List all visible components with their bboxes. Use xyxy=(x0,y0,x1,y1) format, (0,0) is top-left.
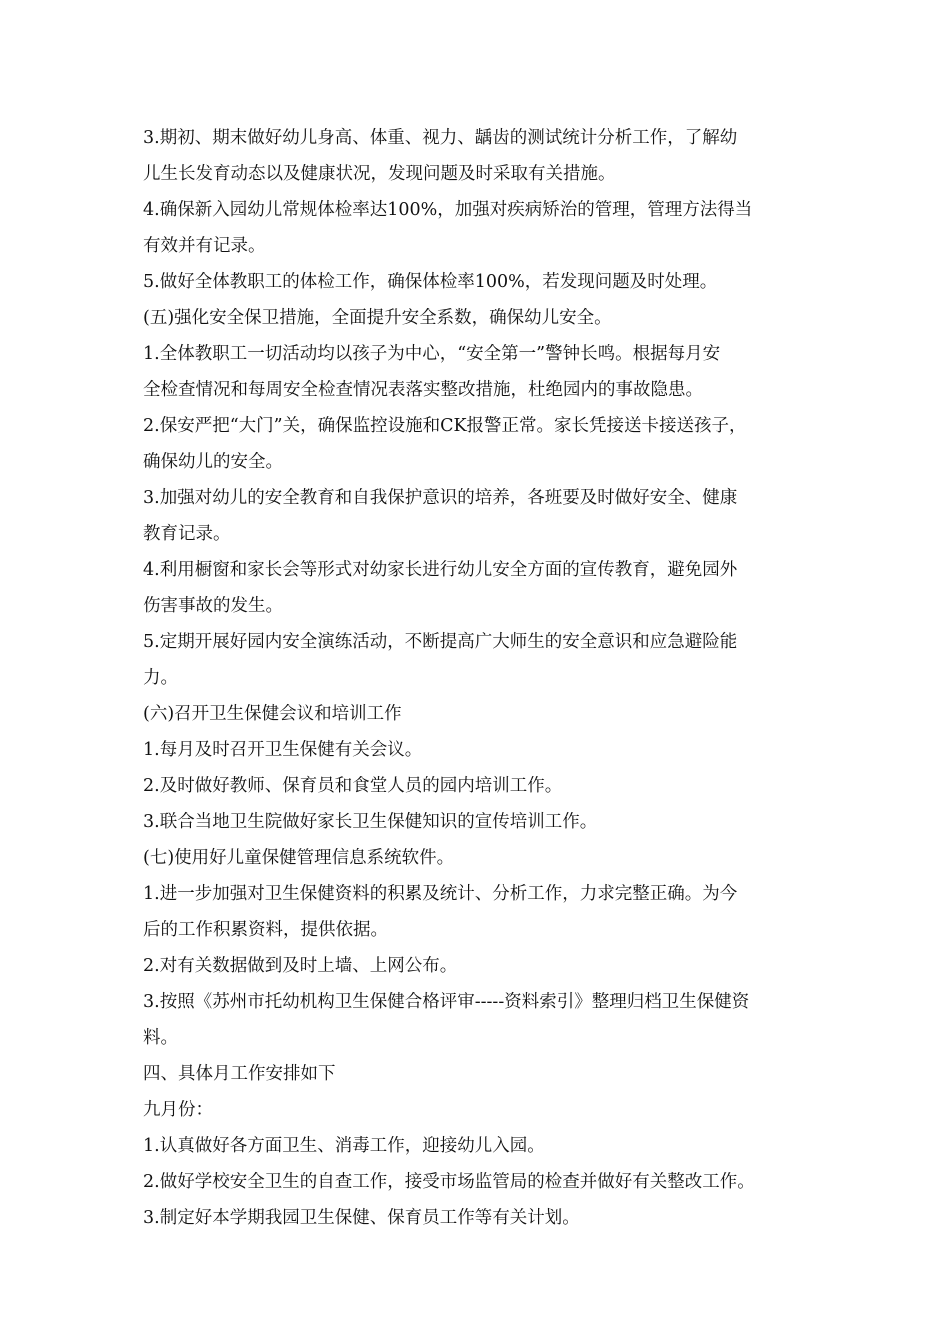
text-line: 全检查情况和每周安全检查情况表落实整改措施，杜绝园内的事故隐患。 xyxy=(143,380,703,400)
text-line: 有效并有记录。 xyxy=(143,236,266,256)
text-line: 伤害事故的发生。 xyxy=(143,596,283,616)
text-line: 教育记录。 xyxy=(143,524,231,544)
text-line: 1.进一步加强对卫生保健资料的积累及统计、分析工作，力求完整正确。为今 xyxy=(143,884,738,904)
text-line: 儿生长发育动态以及健康状况，发现问题及时采取有关措施。 xyxy=(143,164,616,184)
section-heading: (六)召开卫生保健会议和培训工作 xyxy=(143,704,402,724)
text-line: 3.制定好本学期我园卫生保健、保育员工作等有关计划。 xyxy=(143,1208,580,1228)
text-line: 2.对有关数据做到及时上墙、上网公布。 xyxy=(143,956,458,976)
text-line: 4.利用橱窗和家长会等形式对幼家长进行幼儿安全方面的宣传教育，避免园外 xyxy=(143,560,738,580)
text-line: 1.每月及时召开卫生保健有关会议。 xyxy=(143,740,423,760)
text-line: 力。 xyxy=(143,668,178,688)
text-line: 3.联合当地卫生院做好家长卫生保健知识的宣传培训工作。 xyxy=(143,812,598,832)
text-line: 3.期初、期末做好幼儿身高、体重、视力、龋齿的测试统计分析工作，了解幼 xyxy=(143,128,738,148)
text-line: 2.及时做好教师、保育员和食堂人员的园内培训工作。 xyxy=(143,776,563,796)
text-line: 2.做好学校安全卫生的自查工作，接受市场监管局的检查并做好有关整改工作。 xyxy=(143,1172,755,1192)
document-body xyxy=(143,120,823,1236)
section-heading: (七)使用好儿童保健管理信息系统软件。 xyxy=(143,848,455,868)
text-line: 3.加强对幼儿的安全教育和自我保护意识的培养，各班要及时做好安全、健康 xyxy=(143,488,738,508)
month-heading: 九月份： xyxy=(143,1100,213,1120)
text-line: 2.保安严把“大门”关，确保监控设施和CK报警正常。家长凭接送卡接送孩子， xyxy=(143,416,747,436)
text-line: 5.定期开展好园内安全演练活动，不断提高广大师生的安全意识和应急避险能 xyxy=(143,632,738,652)
section-heading: (五)强化安全保卫措施，全面提升安全系数，确保幼儿安全。 xyxy=(143,308,612,328)
text-line: 1.认真做好各方面卫生、消毒工作，迎接幼儿入园。 xyxy=(143,1136,545,1156)
text-line: 后的工作积累资料，提供依据。 xyxy=(143,920,388,940)
section-heading: 四、具体月工作安排如下 xyxy=(143,1064,336,1084)
text-line: 确保幼儿的安全。 xyxy=(143,452,283,472)
text-line: 5.做好全体教职工的体检工作，确保体检率100%，若发现问题及时处理。 xyxy=(143,272,718,292)
text-line: 料。 xyxy=(143,1028,178,1048)
text-line: 1.全体教职工一切活动均以孩子为中心，“安全第一”警钟长鸣。根据每月安 xyxy=(143,344,721,364)
text-line: 4.确保新入园幼儿常规体检率达100%，加强对疾病矫治的管理，管理方法得当 xyxy=(143,200,753,220)
text-line: 3.按照《苏州市托幼机构卫生保健合格评审-----资料索引》整理归档卫生保健资 xyxy=(143,992,750,1012)
